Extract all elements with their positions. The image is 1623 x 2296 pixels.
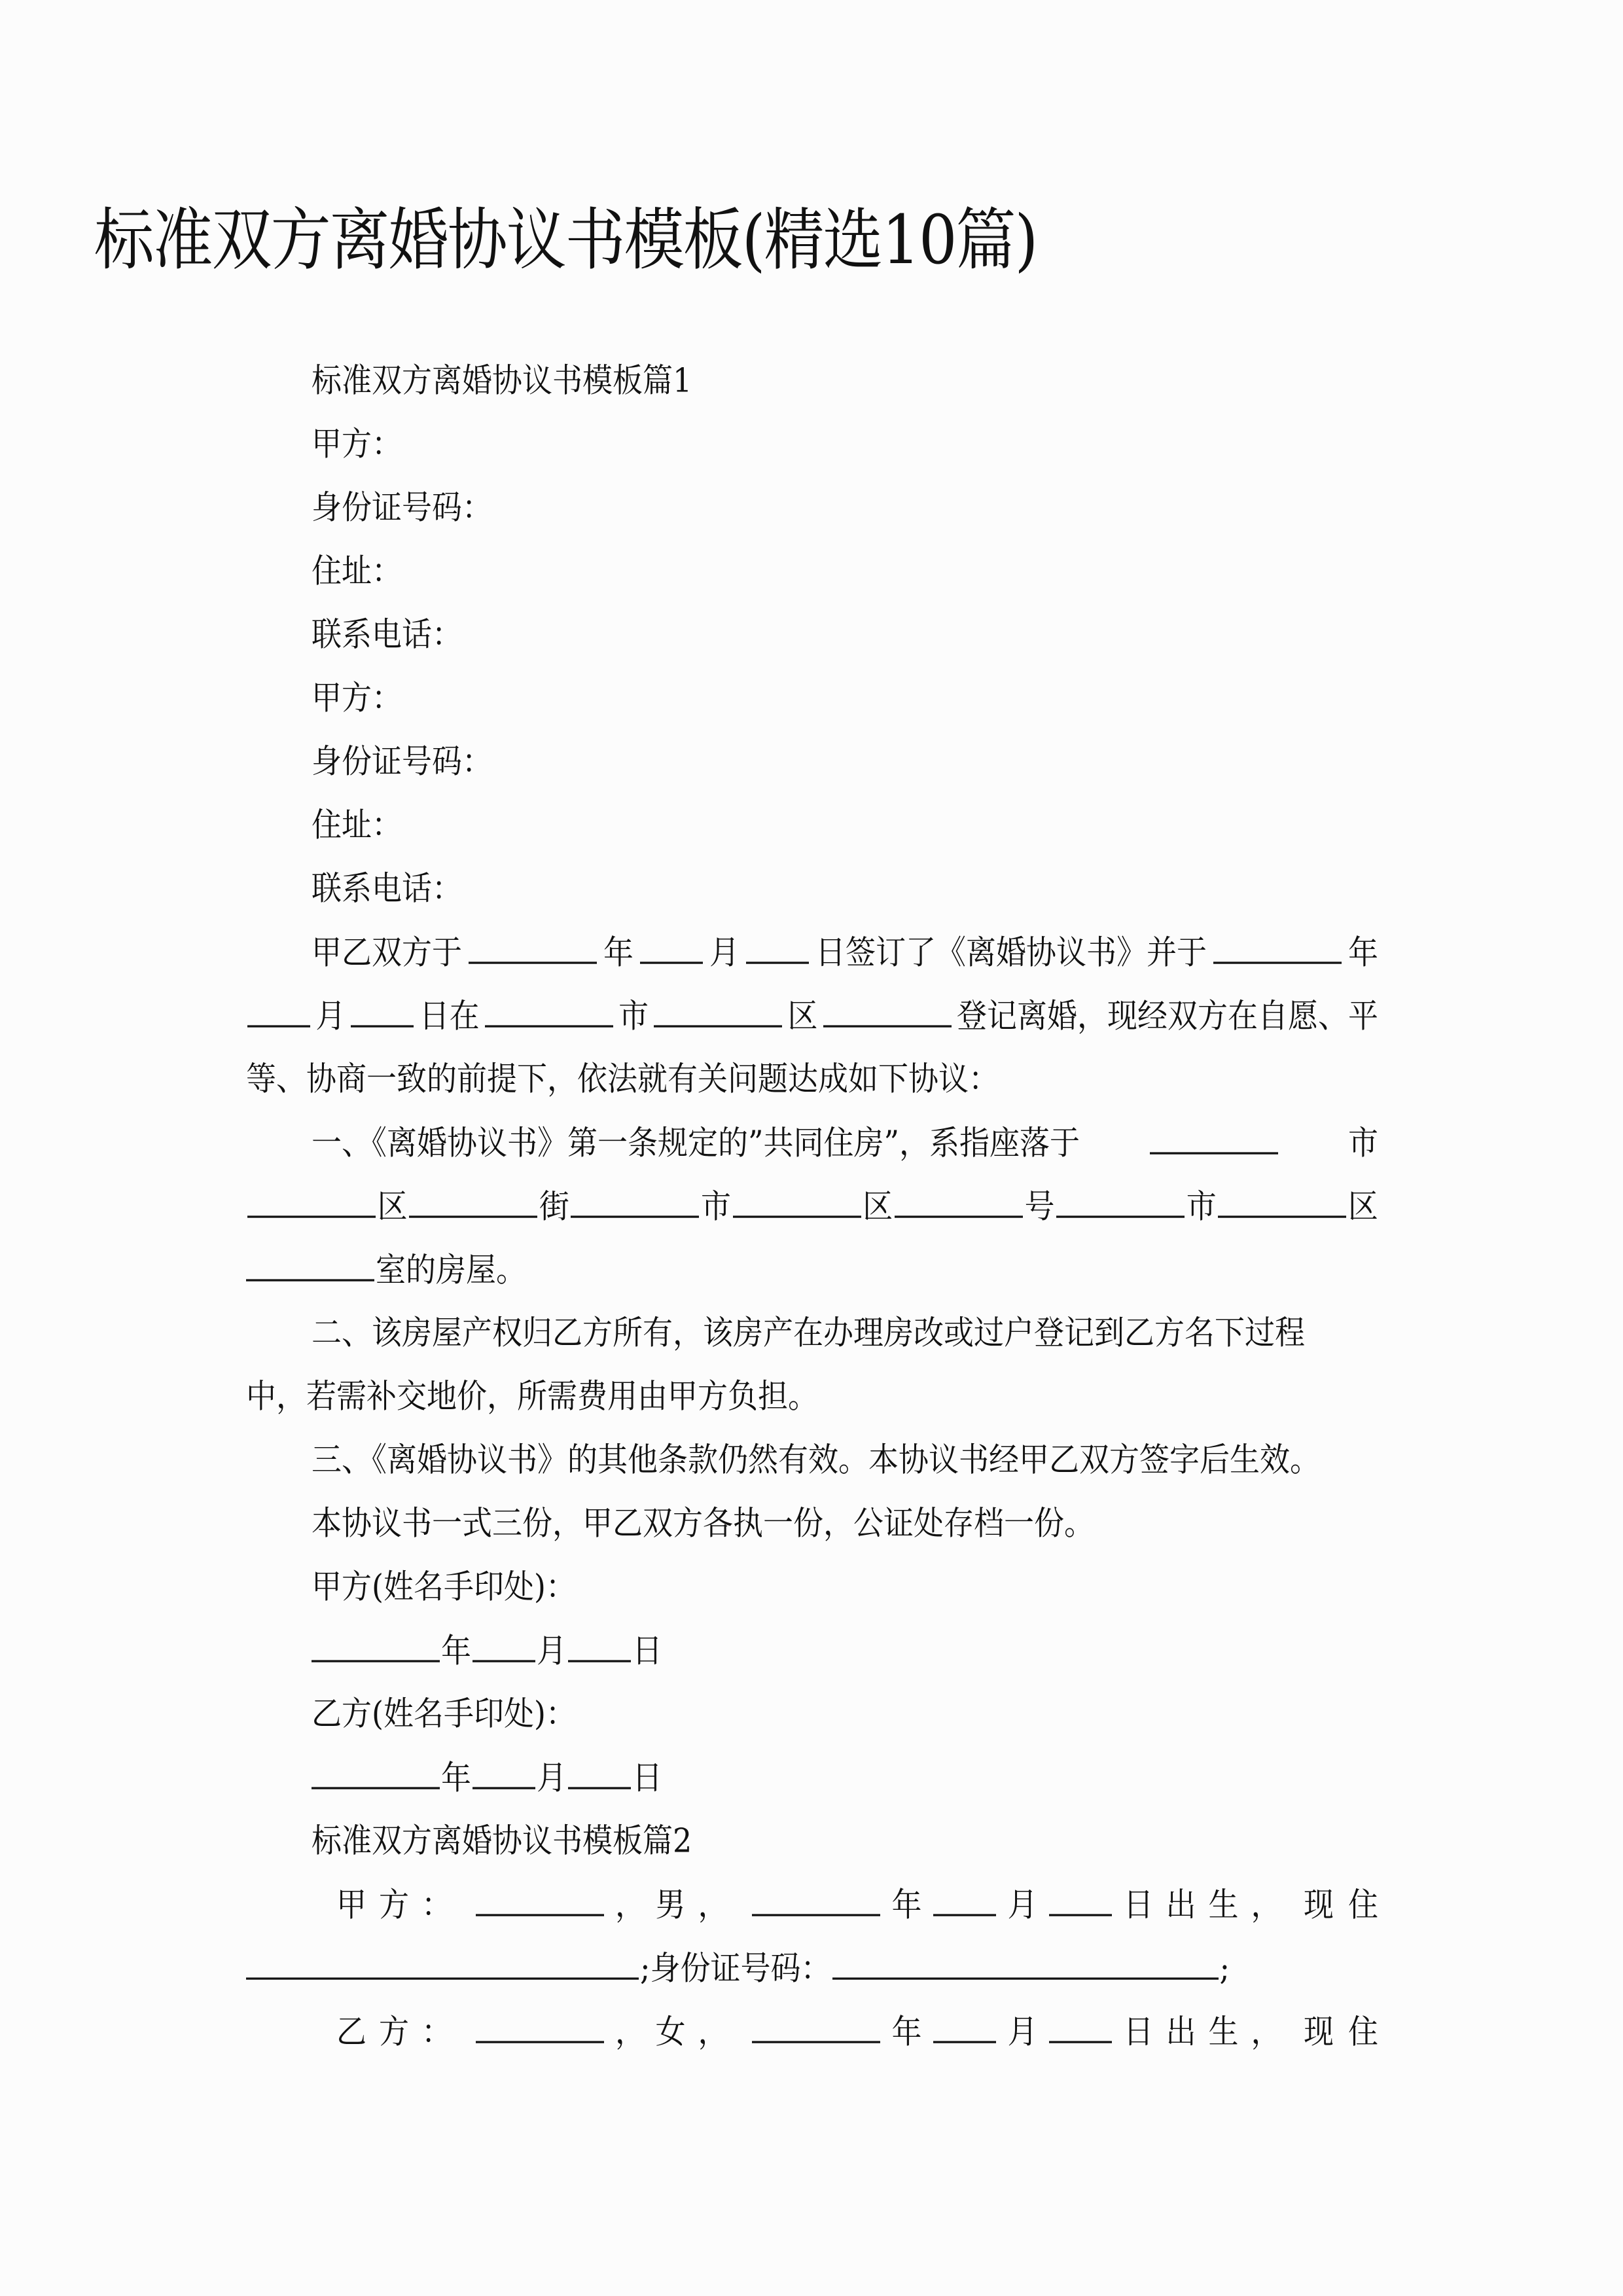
copies-note: 本协议书一式三份，甲乙双方各执一份，公证处存档一份。 xyxy=(312,1503,1094,1543)
clause-2-line-2: 中，若需补交地价，所需费用由甲方负担。 xyxy=(246,1376,818,1416)
blank-field[interactable] xyxy=(895,1184,1023,1218)
address-label-b: 住址： xyxy=(312,805,402,844)
section-heading-1: 标准双方离婚协议书模板篇1 xyxy=(312,361,692,400)
intro-line-2: 月 日在 市 区 登记离婚，现经双方在自愿、平 xyxy=(246,994,1378,1037)
blank-field[interactable] xyxy=(933,2009,996,2043)
signature-a-label: 甲方(姓名手印处)： xyxy=(312,1567,576,1606)
blank-field[interactable] xyxy=(752,2009,880,2043)
blank-field[interactable] xyxy=(312,1755,440,1789)
blank-field[interactable] xyxy=(247,994,310,1028)
blank-field[interactable] xyxy=(247,1184,376,1218)
blank-field[interactable] xyxy=(746,930,809,964)
blank-field[interactable] xyxy=(568,1755,631,1789)
blank-field[interactable] xyxy=(409,1184,537,1218)
blank-field[interactable] xyxy=(752,1882,880,1916)
intro-line-1: 甲乙双方于 年 月 日签订了《离婚协议书》并于 年 xyxy=(312,930,1378,974)
blank-field[interactable] xyxy=(654,994,782,1028)
signature-a-date: 年 月 日 xyxy=(312,1628,1378,1672)
blank-field[interactable] xyxy=(733,1184,861,1218)
blank-field[interactable] xyxy=(476,2009,604,2043)
party-b-label: 甲方： xyxy=(312,678,402,717)
address-label-a: 住址： xyxy=(312,551,402,590)
blank-field[interactable] xyxy=(832,1946,1219,1980)
clause-3: 三、《离婚协议书》的其他条款仍然有效。本协议书经甲乙双方签字后生效。 xyxy=(312,1440,1320,1479)
blank-field[interactable] xyxy=(640,930,703,964)
clause-1-line-1: 一、《离婚协议书》第一条规定的”共同住房”，系指座落于 市 xyxy=(312,1121,1378,1164)
blank-field[interactable] xyxy=(485,994,613,1028)
blank-field[interactable] xyxy=(473,1755,535,1789)
blank-field[interactable] xyxy=(1213,930,1342,964)
blank-field[interactable] xyxy=(476,1882,604,1916)
blank-field[interactable] xyxy=(1150,1121,1278,1155)
id-number-label-a: 身份证号码： xyxy=(312,488,492,527)
blank-field[interactable] xyxy=(351,994,414,1028)
blank-field[interactable] xyxy=(933,1882,996,1916)
id-number-label-b: 身份证号码： xyxy=(312,742,492,781)
blank-field[interactable] xyxy=(1049,2009,1112,2043)
intro-line-3: 等、协商一致的前提下，依法就有关问题达成如下协议： xyxy=(246,1059,999,1098)
blank-field[interactable] xyxy=(571,1184,699,1218)
blank-field[interactable] xyxy=(1049,1882,1112,1916)
blank-field[interactable] xyxy=(568,1628,631,1662)
blank-field[interactable] xyxy=(1056,1184,1185,1218)
blank-field[interactable] xyxy=(246,1946,639,1980)
party-a-details: 甲方： ， 男， 年 月 日出生， 现住 xyxy=(336,1882,1378,1926)
phone-label-b: 联系电话： xyxy=(312,869,462,908)
blank-field[interactable] xyxy=(1218,1184,1346,1218)
section-heading-2: 标准双方离婚协议书模板篇2 xyxy=(312,1821,692,1860)
blank-field[interactable] xyxy=(469,930,597,964)
signature-b-date: 年 月 日 xyxy=(312,1755,1378,1799)
clause-2-line-1: 二、该房屋产权归乙方所有，该房产在办理房改或过户登记到乙方名下过程 xyxy=(312,1313,1305,1352)
document-title: 标准双方离婚协议书模板(精选10篇) xyxy=(94,200,1037,279)
phone-label-a: 联系电话： xyxy=(312,615,462,654)
intro-text: 甲乙双方于 xyxy=(312,933,462,972)
party-a-id-line: ;身份证号码： ; xyxy=(246,1946,1378,1990)
clause-1-line-2: 区 街 市 区 号 市 区 xyxy=(246,1184,1378,1228)
blank-field[interactable] xyxy=(823,994,952,1028)
blank-field[interactable] xyxy=(473,1628,535,1662)
clause-1-line-3: 室的房屋。 xyxy=(246,1247,1378,1291)
blank-field[interactable] xyxy=(312,1628,440,1662)
blank-field[interactable] xyxy=(246,1247,374,1282)
party-b-details: 乙方： ， 女， 年 月 日出生， 现住 xyxy=(336,2009,1378,2053)
signature-b-label: 乙方(姓名手印处)： xyxy=(312,1694,576,1733)
party-a-label: 甲方： xyxy=(312,424,402,463)
